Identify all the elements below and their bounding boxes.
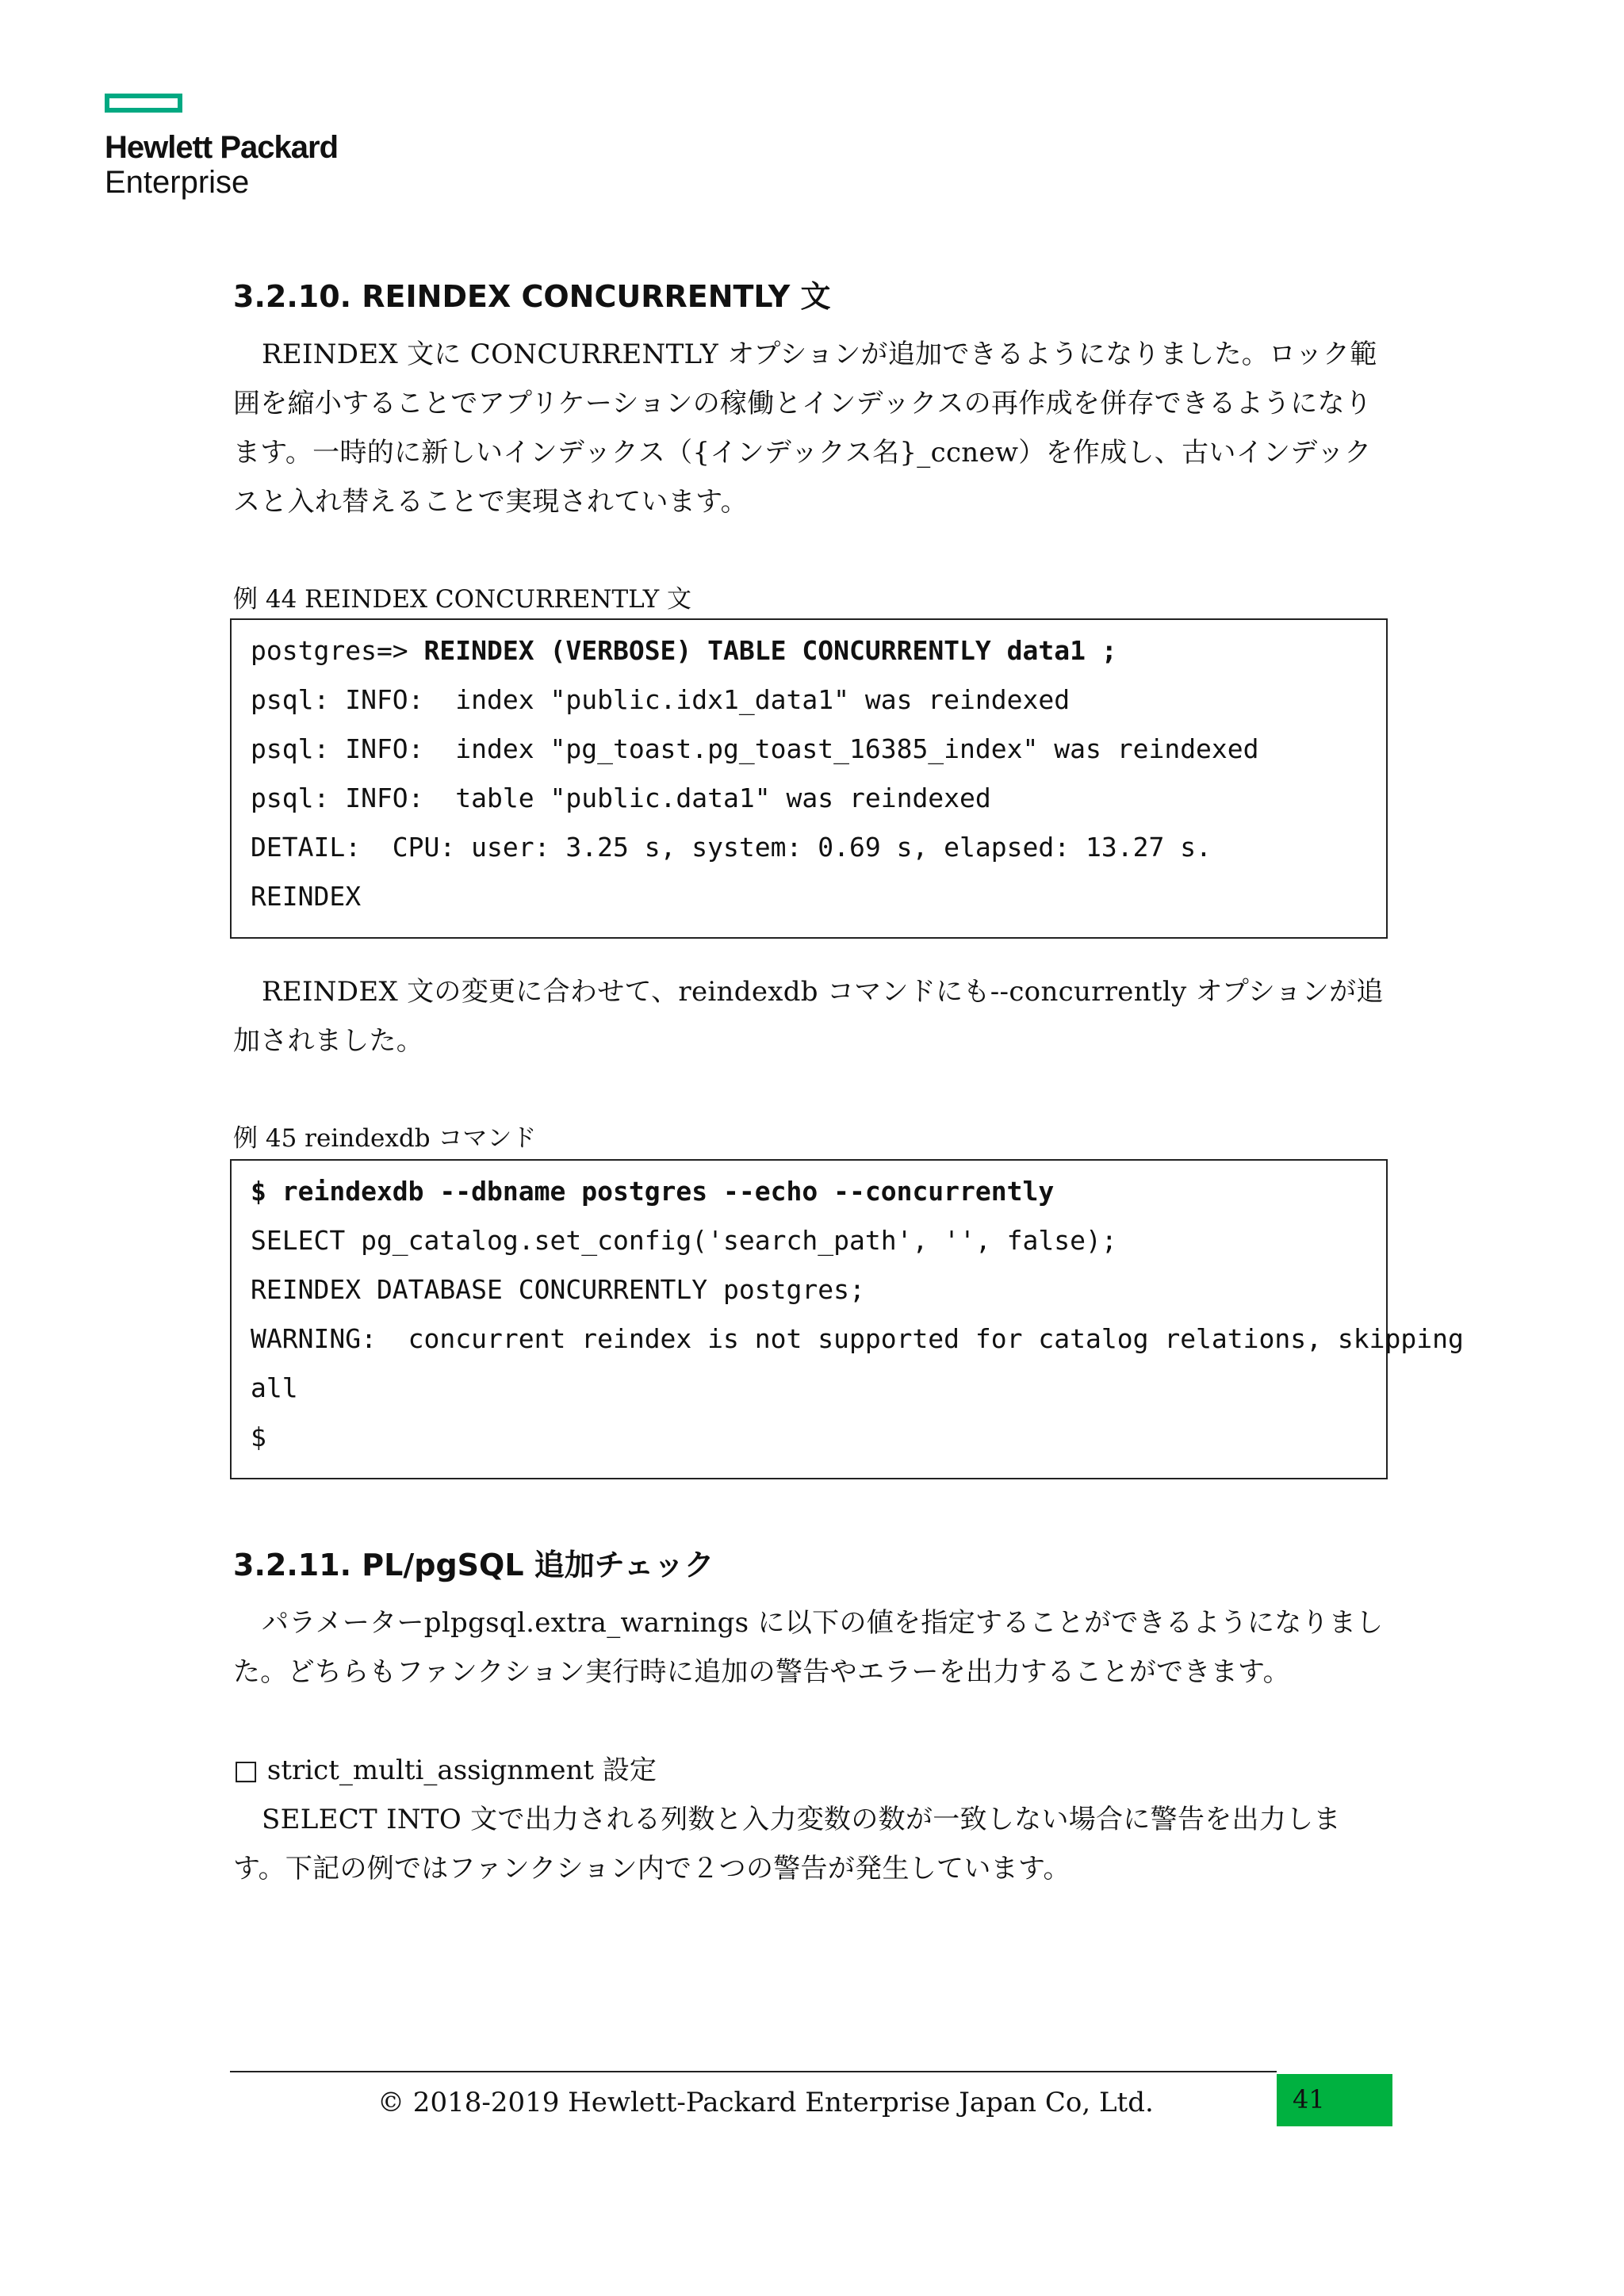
footer-divider — [230, 2071, 1277, 2072]
section-heading-reindex: 3.2.10. REINDEX CONCURRENTLY 文 — [233, 279, 831, 314]
code-line: DETAIL: CPU: user: 3.25 s, system: 0.69 s, elapsed: 13.27 s. — [251, 832, 1212, 863]
code-line: psql: INFO: index "public.idx1_data1" was reindexed — [251, 684, 1071, 715]
footer-copyright: © 2018-2019 Hewlett-Packard Enterprise Japan Co, Ltd. — [377, 2087, 1154, 2118]
reindexdb-paragraph: REINDEX 文の変更に合わせて、reindexdb コマンドにも--concurrently オプションが追加されました。 — [233, 976, 1384, 1057]
section-plpgsql-paragraph: パラメーターplpgsql.extra_warnings に以下の値を指定することができるようになりました。どちらもファンクション実行時に追加の警告やエラーを出力することができます。 — [233, 1607, 1384, 1688]
code-line: all — [251, 1372, 298, 1403]
code-line: $ — [251, 1422, 266, 1452]
hpe-logo-bar-icon — [105, 94, 182, 113]
page-number: 41 — [1293, 2084, 1325, 2114]
logo-text-line1: Hewlett Packard — [105, 130, 339, 165]
code-line: SELECT pg_catalog.set_config('search_path', '', false); — [251, 1225, 1117, 1256]
code-line: psql: INFO: table "public.data1" was reindexed — [251, 783, 991, 813]
page-number-box — [1277, 2074, 1392, 2126]
example-45-caption: 例 45 reindexdb コマンド — [233, 1124, 537, 1153]
section-reindex-paragraph: REINDEX 文に CONCURRENTLY オプションが追加できるようになりました。ロック範囲を縮小することでアプリケーションの稼働とインデックスの再作成を併存できるようになります。一時的に新しいインデックス（{インデックス名}_ccnew）を作成し、古いインデックスと入れ替えることで実現されています。 — [233, 339, 1377, 518]
code-line: REINDEX — [251, 881, 362, 912]
code-line: REINDEX DATABASE CONCURRENTLY postgres; — [251, 1274, 865, 1305]
hpe-logo — [105, 94, 338, 200]
strict-multi-assignment-paragraph: SELECT INTO 文で出力される列数と入力変数の数が一致しない場合に警告を出力します。下記の例ではファンクション内で２つの警告が発生しています。 — [233, 1804, 1341, 1885]
code-prompt: postgres=> — [251, 635, 424, 666]
code-block-reindexdb — [230, 1159, 1464, 1479]
logo-text-line2: Enterprise — [105, 165, 250, 200]
code-line-command: $ reindexdb --dbname postgres --echo --concurrently — [251, 1176, 1055, 1207]
code-command: REINDEX (VERBOSE) TABLE CONCURRENTLY data1 ; — [423, 635, 1117, 666]
code-line: WARNING: concurrent reindex is not supported for catalog relations, skipping — [251, 1323, 1464, 1354]
strict-multi-assignment-item: □ strict_multi_assignment 設定 — [233, 1755, 657, 1786]
code-line: psql: INFO: index "pg_toast.pg_toast_16385_index" was reindexed — [251, 733, 1259, 764]
example-44-caption: 例 44 REINDEX CONCURRENTLY 文 — [233, 585, 692, 614]
code-block-reindex — [230, 618, 1388, 939]
code-line-command — [251, 626, 1367, 675]
section-heading-plpgsql: 3.2.11. PL/pgSQL 追加チェック — [233, 1548, 714, 1582]
